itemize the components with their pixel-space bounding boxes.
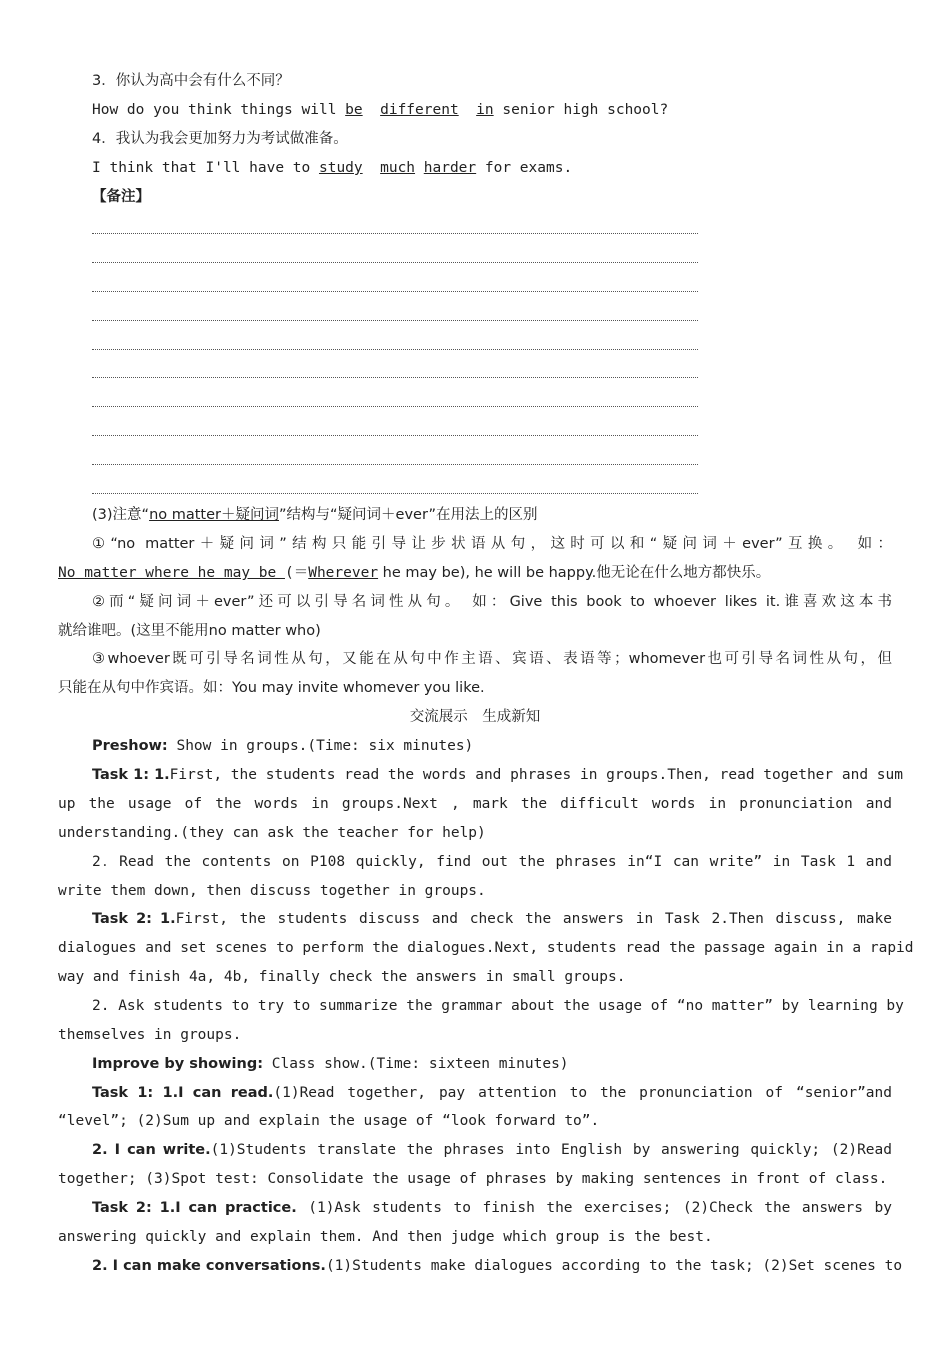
answer-blank: harder xyxy=(423,160,477,176)
answer-blank: different xyxy=(380,102,459,118)
preshow-task-2: Task 2: 1.First, the students discuss and check the answers in Task 2.Then discuss, make xyxy=(92,911,892,927)
preshow-task-1-2: 2．Read the contents on P108 quickly, find out the phrases in“I can write” in Task 1 and xyxy=(92,854,892,870)
answer-blank: study xyxy=(318,160,363,176)
answer-blank: much xyxy=(380,160,416,176)
note-line[interactable] xyxy=(92,406,698,407)
preshow-task-2-2: 2. Ask students to try to summarize the grammar about the usage of “no matter” by learning by xyxy=(92,998,904,1014)
improve-heading: Improve by showing: Class show.(Time: sixteen minutes) xyxy=(92,1056,569,1072)
note-line[interactable] xyxy=(92,291,698,292)
grammar-rule-1: ①“no matter＋疑问词”结构只能引导让步状语从句，这时可以和“疑问词＋ever”互换。 如： xyxy=(92,536,892,552)
improve-task-2: Task 2: 1.I can practice. (1)Ask students to finish the exercises; (2)Check the answers by xyxy=(92,1200,892,1216)
grammar-rule-1-example: No matter where he may be (＝Wherever he may be), he will be happy.他无论在什么地方都快乐。 xyxy=(58,565,771,581)
note-line[interactable] xyxy=(92,377,698,378)
grammar-point-3: (3)注意“no matter＋疑问词”结构与“疑问词＋ever”在用法上的区别 xyxy=(92,507,538,523)
question-3-chinese: 3．你认为高中会有什么不同？ xyxy=(92,73,290,89)
notes-label: 【备注】 xyxy=(92,189,150,205)
question-3-english: How do you think things will be different in senior high school? xyxy=(92,102,669,118)
question-4-english: I think that I'll have to study much harder for exams. xyxy=(92,160,573,176)
improve-task-1: Task 1: 1.I can read.(1)Read together, pay attention to the pronunciation of “senior”and xyxy=(92,1085,892,1101)
improve-task-2-2: 2. I can make conversations.(1)Students make dialogues according to the task; (2)Set scenes to xyxy=(92,1258,903,1274)
preshow-task-1-2-cont: write them down, then discuss together in groups. xyxy=(58,883,486,899)
preshow-task-1: Task 1: 1.First, the students read the words and phrases in groups.Then, read together and sum xyxy=(92,767,903,783)
improve-task-1-2-cont: together; (3)Spot test: Consolidate the usage of phrases by making sentences in front of class. xyxy=(58,1171,888,1187)
preshow-task-1-cont: up the usage of the words in groups.Next , mark the difficult words in pronunciation and xyxy=(58,796,892,812)
note-line[interactable] xyxy=(92,493,698,494)
answer-blank: in xyxy=(476,102,494,118)
note-line[interactable] xyxy=(92,464,698,465)
grammar-rule-2: ②而“疑问词＋ever”还可以引导名词性从句。 如：Give this book to whoever likes it.谁喜欢这本书 xyxy=(92,594,892,610)
question-4-chinese: 4．我认为我会更加努力为考试做准备。 xyxy=(92,131,348,147)
answer-blank: be xyxy=(345,102,363,118)
note-line[interactable] xyxy=(92,435,698,436)
improve-task-1-2: 2. I can write.(1)Students translate the phrases into English by answering quickly; (2)Read xyxy=(92,1142,892,1158)
preshow-task-2-cont: way and finish 4a, 4b, finally check the answers in small groups. xyxy=(58,969,626,985)
note-line[interactable] xyxy=(92,349,698,350)
preshow-task-1-cont: understanding.(they can ask the teacher for help) xyxy=(58,825,486,841)
grammar-rule-3-cont: 只能在从句中作宾语。如：You may invite whomever you like. xyxy=(58,680,485,696)
grammar-rule-3: ③whoever既可引导名词性从句，又能在从句中作主语、宾语、表语等；whomever也可引导名词性从句，但 xyxy=(92,651,892,667)
note-line[interactable] xyxy=(92,233,698,234)
preshow-task-2-cont: dialogues and set scenes to perform the dialogues.Next, students read the passage again in a rapid xyxy=(58,940,914,956)
note-line[interactable] xyxy=(92,320,698,321)
preshow-heading: Preshow: Show in groups.(Time: six minutes) xyxy=(92,738,474,754)
section-title: 交流展示 生成新知 xyxy=(409,709,541,725)
note-line[interactable] xyxy=(92,262,698,263)
improve-task-2-cont: answering quickly and explain them. And then judge which group is the best. xyxy=(58,1229,713,1245)
grammar-rule-2-cont: 就给谁吧。(这里不能用no matter who) xyxy=(58,623,321,639)
preshow-task-2-2-cont: themselves in groups. xyxy=(58,1027,242,1043)
improve-task-1-cont: “level”; (2)Sum up and explain the usage of “look forward to”. xyxy=(58,1113,600,1129)
